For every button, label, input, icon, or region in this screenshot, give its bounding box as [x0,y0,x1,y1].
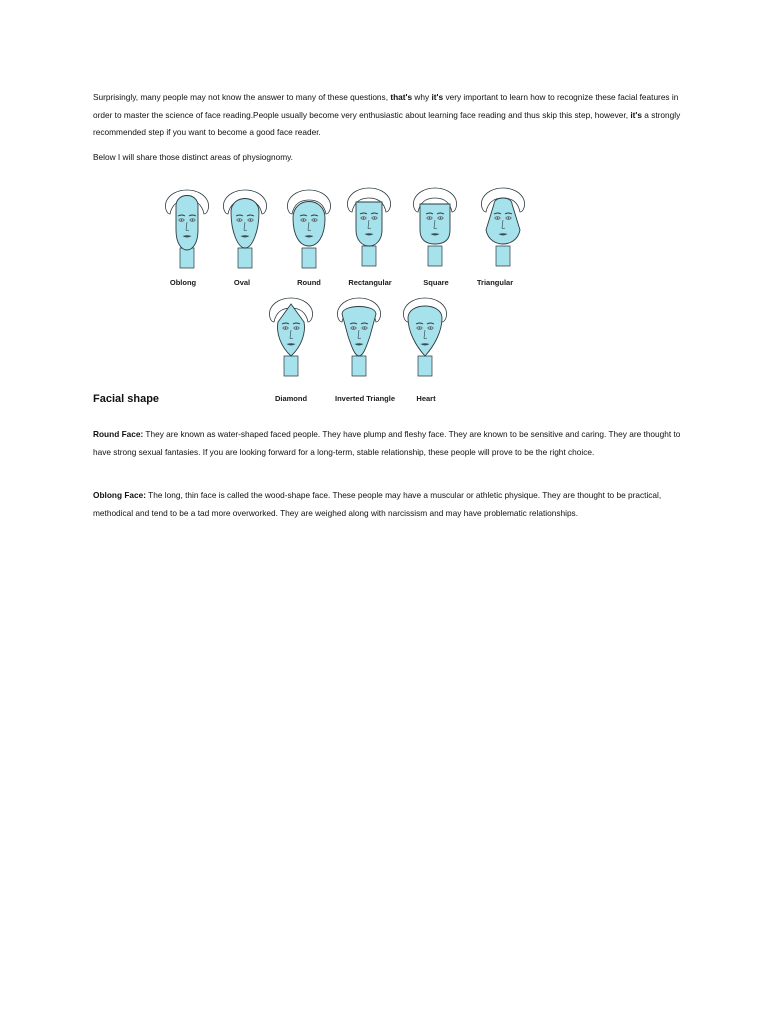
neck-shape [496,246,510,266]
left-pupil [353,327,355,329]
label-heart: Heart [416,394,436,403]
left-pupil [303,219,305,221]
label-rectangular: Rectangular [348,278,392,287]
right-pupil [430,327,432,329]
neck-shape [418,356,432,376]
face-drawing [340,182,398,268]
neck-shape [352,356,366,376]
section-heading: Facial shape [93,393,160,405]
face-drawing [474,182,532,268]
face-inverted-triangle-illustration [330,292,388,378]
bold-its-2: it's [630,109,642,120]
face-drawing [158,184,216,270]
face-outline [420,204,450,244]
face-drawing [330,292,388,378]
label-round: Round [297,278,321,287]
right-pupil [374,217,376,219]
round-face-paragraph: Round Face: They are known as water-shaped faced people. They have plump and fleshy face. They are known to be sensitive and caring. They are thought to have strong sexual fantasies. If you are looking forward for a long-term, stable relationship, these people will prove to be the right choice. [93,429,681,457]
right-pupil [296,327,298,329]
face-rectangular-illustration [340,182,398,268]
label-oblong: Oblong [169,278,197,287]
right-pupil [250,219,252,221]
face-drawing [216,184,274,270]
bold-thats: that's [390,92,413,102]
neck-shape [284,356,298,376]
right-pupil [314,219,316,221]
label-inverted-triangle: Inverted Triangle [334,394,396,403]
face-shapes-figure [150,178,550,410]
face-oblong-illustration [158,184,216,270]
round-face-term: Round Face: [93,429,144,439]
bold-its: it's [431,92,444,102]
neck-shape [428,246,442,266]
right-pupil [364,327,366,329]
intro-paragraph: Surprisingly, many people may not know the answer to many of these questions, that's why it's very important to learn how to recognize these facial features in order to master the science of face reading.People usually become very enthusiastic about learning face reading and thus skip this step, however, it's a strongly recommended step if you want to become a good face reader. [93,92,681,137]
left-pupil [419,327,421,329]
left-pupil [239,219,241,221]
face-drawing [396,292,454,378]
face-drawing [280,184,338,270]
face-square-illustration [406,182,464,268]
oblong-face-paragraph: Oblong Face: The long, thin face is called the wood-shape face. These people may have a muscular or athletic physique. They are thought to be practical, methodical and tend to be a tad more overworked. They are weighed along with narcissism and may have problematic relationships. [93,490,662,518]
label-square: Square [423,278,449,287]
left-pupil [497,217,499,219]
left-pupil [181,219,183,221]
face-diamond-illustration [262,292,320,378]
oblong-face-term: Oblong Face: [93,490,147,500]
face-round-illustration [280,184,338,270]
neck-shape [238,248,252,268]
left-pupil [363,217,365,219]
neck-shape [180,248,194,268]
right-pupil [508,217,510,219]
right-pupil [192,219,194,221]
left-pupil [429,217,431,219]
neck-shape [302,248,316,268]
share-paragraph: Below I will share those distinct areas of physiognomy. [93,152,293,162]
right-pupil [440,217,442,219]
face-triangular-illustration [474,182,532,268]
label-oval: Oval [233,278,251,287]
face-drawing [406,182,464,268]
face-oval-illustration [216,184,274,270]
face-heart-illustration [396,292,454,378]
label-triangular: Triangular [476,278,514,287]
face-outline [356,202,382,246]
label-diamond: Diamond [274,394,308,403]
left-pupil [285,327,287,329]
neck-shape [362,246,376,266]
face-drawing [262,292,320,378]
